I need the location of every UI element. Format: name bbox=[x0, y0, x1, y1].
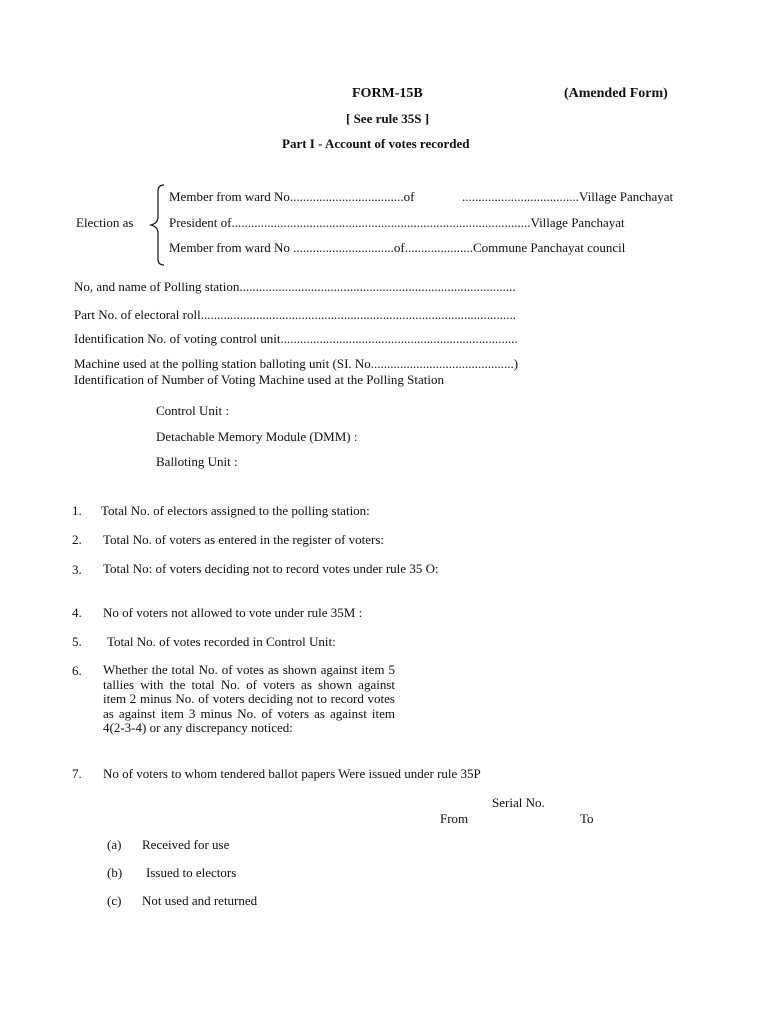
serial-to-label: To bbox=[580, 811, 594, 826]
item-number: 4. bbox=[72, 605, 82, 620]
election-option-commune-member: Member from ward No ...............................of.....................Commune Panchayat council bbox=[169, 240, 626, 255]
item-number: 6. bbox=[72, 663, 82, 678]
amended-form-label: (Amended Form) bbox=[564, 86, 668, 101]
item-number: 7. bbox=[72, 766, 82, 781]
control-unit-label: Control Unit : bbox=[156, 403, 229, 418]
item-number: 3. bbox=[72, 562, 82, 577]
election-option-president: President of............................................................................................Village Panchayat bbox=[169, 215, 625, 230]
serial-no-heading: Serial No. bbox=[492, 795, 545, 810]
election-option-ward-member-left: Member from ward No...................................of bbox=[169, 189, 415, 204]
sub-item-letter: (b) bbox=[107, 865, 123, 880]
rule-reference: [ See rule 35S ] bbox=[346, 111, 430, 126]
sub-item-text: Received for use bbox=[142, 837, 230, 852]
item-text: Total No. of voters as entered in the register of voters: bbox=[103, 532, 385, 547]
item-number: 2. bbox=[72, 532, 82, 547]
electoral-roll-part-field: Part No. of electoral roll................................................................................................. bbox=[74, 307, 516, 322]
item-number: 5. bbox=[72, 634, 82, 649]
item-text: No of voters to whom tendered ballot papers Were issued under rule 35P bbox=[103, 766, 481, 781]
balloting-unit-label: Balloting Unit : bbox=[156, 454, 238, 469]
item-text: No of voters not allowed to vote under rule 35M : bbox=[103, 605, 363, 620]
item-text: Whether the total No. of votes as shown against item 5 tallies with the total No. of voters as shown against item 2 minus No. of voters deciding not to record votes as against item 3 minus No. of voters as against item 4(2-3-4) or any discrepancy noticed: bbox=[103, 662, 395, 736]
item-text: Total No. of electors assigned to the polling station: bbox=[101, 503, 370, 518]
sub-item-letter: (c) bbox=[107, 893, 122, 908]
control-unit-id-field: Identification No. of voting control unit......................................................................... bbox=[74, 331, 518, 346]
part-title: Part I - Account of votes recorded bbox=[282, 136, 470, 151]
sub-item-letter: (a) bbox=[107, 837, 122, 852]
item-text: Total No. of votes recorded in Control Unit: bbox=[107, 634, 336, 649]
item-text: Total No: of voters deciding not to record votes under rule 35 O: bbox=[103, 561, 439, 576]
sub-item-text: Issued to electors bbox=[146, 865, 237, 880]
election-option-ward-member-right: ....................................Village Panchayat bbox=[462, 189, 674, 204]
form-title: FORM-15B bbox=[352, 86, 423, 101]
machine-used-field: Machine used at the polling station balloting unit (SI. No............................................) bbox=[74, 356, 519, 371]
sub-item-text: Not used and returned bbox=[142, 893, 258, 908]
dmm-label: Detachable Memory Module (DMM) : bbox=[156, 429, 358, 444]
item-number: 1. bbox=[72, 503, 82, 518]
serial-from-label: From bbox=[440, 811, 469, 826]
voting-machine-id-heading: Identification of Number of Voting Machine used at the Polling Station bbox=[74, 372, 444, 387]
polling-station-field: No, and name of Polling station..................................................................................... bbox=[74, 279, 516, 294]
election-as-label: Election as bbox=[76, 215, 134, 230]
curly-brace-icon bbox=[148, 184, 166, 266]
